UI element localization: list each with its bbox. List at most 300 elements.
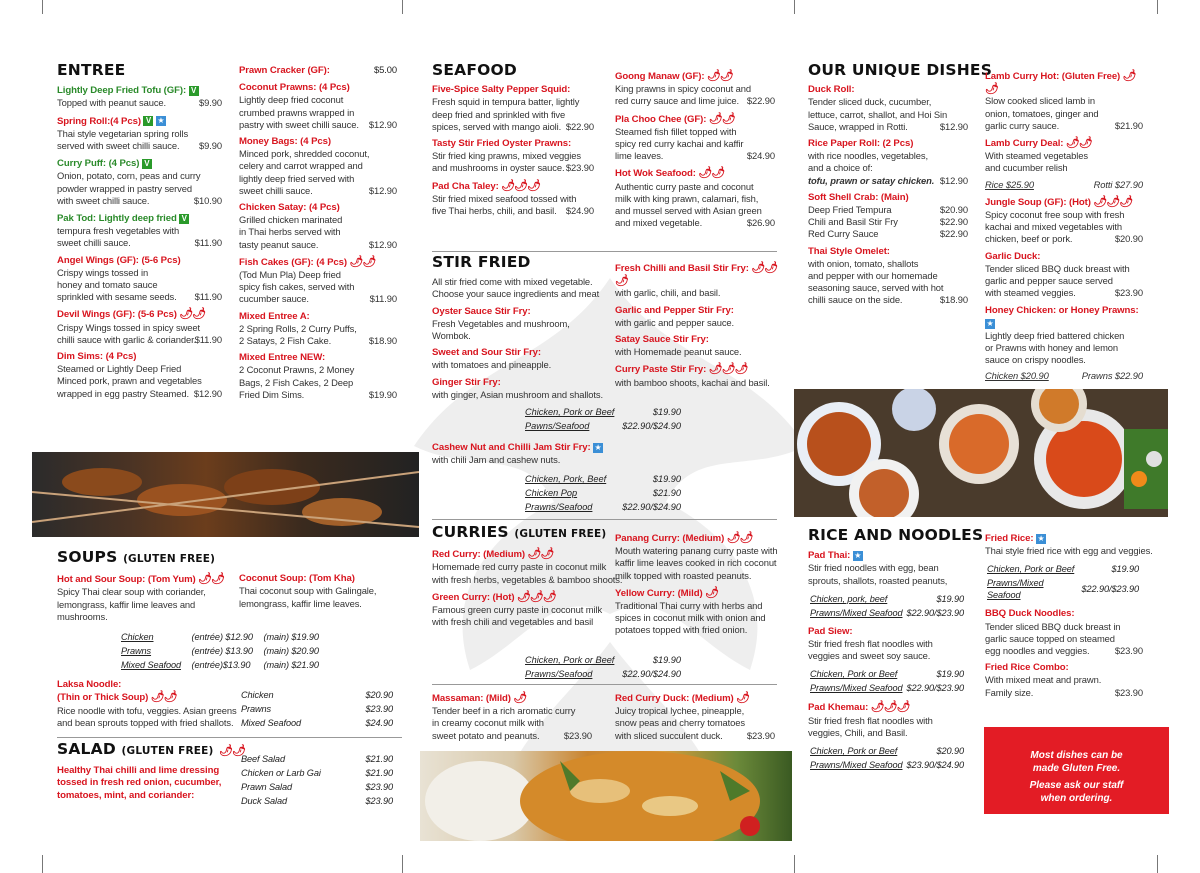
item-price: $9.90 [199, 140, 222, 152]
menu-item [615, 305, 780, 329]
item-price: $12.90 [939, 120, 968, 132]
item-price: $20.90 [939, 204, 968, 216]
item-name: Cashew Nut and Chilli Jam Stir Fry: [432, 442, 591, 453]
redduck-item [615, 692, 775, 742]
item-desc: mushrooms. [57, 610, 108, 622]
salad-desc-line: Healthy Thai chilli and lime dressing [57, 765, 220, 777]
price-label: Chicken [121, 632, 154, 643]
item-desc: tofu, prawn or satay chicken. [808, 174, 935, 186]
padkhemau-price-table [808, 743, 968, 773]
salad-price-table [239, 751, 397, 809]
item-desc: and cucumber relish [985, 162, 1068, 174]
item-name: Lamb Curry Deal: [985, 138, 1064, 150]
chili-icon: 🌶🌶🌶 [708, 363, 748, 376]
item-desc: tasty peanut sauce. [239, 238, 319, 250]
notice-line: when ordering. [1040, 793, 1113, 804]
soups-title: SOUPS [57, 548, 118, 566]
item-desc: Minced pork, shredded coconut, [239, 148, 370, 160]
item-name: Lamb Curry Hot: (Gluten Free) [985, 71, 1121, 82]
item-price: $12.90 [368, 184, 397, 196]
salad-desc-line: tomatoes, mint, and coriander: [57, 789, 195, 801]
menu-item [808, 626, 968, 697]
item-desc: lime leaves. [615, 150, 664, 162]
item-desc: sprinkled with sesame seeds. [57, 291, 177, 303]
item-desc: and pepper with our homemade [808, 270, 938, 282]
price-main: (main) $19.90 [263, 632, 319, 643]
crop-mark [42, 855, 43, 873]
price-row [241, 703, 395, 715]
menu-item [57, 84, 222, 109]
price-label: Chicken, Pork or Beef [525, 407, 615, 417]
menu-item [239, 202, 397, 251]
menu-item [57, 679, 237, 729]
menu-item [57, 115, 222, 153]
gluten-free-star-icon: ★ [1037, 533, 1045, 543]
item-name: Dim Sims: (4 Pcs) [57, 351, 137, 363]
chili-icon: 🌶🌶 [698, 167, 725, 180]
price-row [121, 659, 327, 671]
item-name: Fish Cakes (GF): (4 Pcs) [239, 256, 347, 268]
unique-section-2 [985, 70, 1143, 388]
item-name: Money Bags: (4 Pcs) [239, 136, 331, 148]
item-price: $20.90 [1114, 233, 1143, 245]
item-desc: Famous green curry paste in coconut milk [432, 604, 603, 616]
item-desc: King prawns in spicy coconut and [615, 83, 751, 95]
price-label: Prawns/Seafood [525, 502, 593, 512]
thai-dishes-photo [794, 389, 1168, 517]
price-label: Chicken [241, 690, 274, 701]
price: $19.90 [652, 474, 681, 484]
price-row [241, 795, 395, 807]
item-desc: potatoes topped with fried onion. [615, 624, 748, 636]
item-desc: with garlic and pepper sauce. [615, 316, 735, 328]
item-desc: 2 Satays, 2 Fish Cake. [239, 335, 332, 347]
item-desc: Tender sliced duck, cucumber, [808, 96, 932, 108]
item-name: Ginger Stir Fry: [432, 376, 501, 388]
salad-desc-line: tossed in fresh red onion, cucumber, [57, 777, 222, 789]
chili-icon: 🌶🌶🌶 [501, 179, 541, 192]
item-name: Soft Shell Crab: (Main) [808, 191, 909, 203]
curries-subtitle: (GLUTEN FREE) [514, 528, 607, 540]
menu-item [432, 84, 594, 133]
price-row [810, 607, 966, 619]
curries-title: CURRIES [432, 523, 509, 541]
price-row [525, 501, 683, 513]
item-desc: Stir fried king prawns, mixed veggies [432, 150, 581, 162]
item-desc: sweet chilli sauce. [57, 237, 131, 249]
item-desc: Crispy Wings tossed in spicy sweet [57, 321, 201, 333]
chili-icon: 🌶🌶🌶 [1093, 195, 1133, 208]
item-name: Coconut Soup: (Tom Kha) [239, 573, 355, 585]
item-desc: celery and carrot wrapped and [239, 160, 363, 172]
menu-item [615, 363, 780, 388]
seafood-section [432, 61, 594, 222]
price: $21.90 [652, 488, 681, 498]
item-desc: Onion, potato, corn, peas and curry [57, 170, 201, 182]
menu-item [432, 180, 594, 218]
item-price: $23.90 [565, 162, 594, 174]
item-desc: sprouts, shallots, roasted peanuts, [808, 574, 948, 586]
price-row [121, 645, 327, 657]
item-desc: Fried Dim Sims. [239, 388, 305, 400]
item-price: $23.90 [746, 729, 775, 741]
item-desc: with ginger, Asian mushroom and shallots. [432, 388, 603, 400]
price-label: Pawns/Seafood [525, 421, 590, 431]
price-entree: (entrée)$13.90 [191, 660, 251, 671]
item-desc: lightly deep fried served with [239, 172, 355, 184]
menu-item [615, 113, 775, 163]
item-price: $23.90 [1114, 287, 1143, 299]
item-desc: in creamy coconut milk with [432, 717, 544, 729]
item-price: $10.90 [193, 194, 222, 206]
item-name: Prawn Cracker (GF): [239, 65, 330, 76]
section-title-rice: RICE AND NOODLES [808, 526, 984, 544]
price: $19.90 [1111, 564, 1139, 575]
crop-mark [402, 0, 403, 14]
item-price: $23.90 [1114, 645, 1143, 657]
item-desc: sweet potato and peanuts. [432, 729, 540, 741]
chili-icon: 🌶🌶 [708, 112, 735, 125]
item-desc: Sauce, wrapped in Rotti. [808, 120, 908, 132]
section-title-stirfried: STIR FRIED [432, 253, 531, 271]
item-desc: Stir fried mixed seafood tossed with [432, 192, 577, 204]
item-desc: Chili and Basil Stir Fry [808, 216, 898, 228]
item-desc: powder wrapped in pastry served [57, 182, 192, 194]
menu-item [808, 138, 968, 187]
item-price: $11.90 [194, 237, 222, 249]
price-row [525, 473, 683, 485]
item-desc: five Thai herbs, chili, and basil. [432, 205, 557, 217]
chili-icon: 🌶🌶 [349, 255, 376, 268]
price-row [987, 577, 1141, 601]
price: $19.90 [936, 593, 964, 604]
item-desc: with chili Jam and cashew nuts. [432, 454, 561, 466]
item-name: Pad Cha Taley: [432, 180, 499, 192]
price-label: Chicken or Larb Gai [241, 768, 321, 779]
price-row [121, 631, 327, 643]
price: $23.90 [365, 704, 393, 715]
menu-item [432, 306, 607, 343]
chili-icon: 🌶🌶 [179, 308, 206, 321]
vegetarian-icon: V [142, 159, 152, 169]
notice-line: made Gluten Free. [1032, 763, 1121, 774]
item-desc: lemongrass, kaffir lime leaves. [239, 597, 362, 609]
item-desc: spices in coconut milk with onion and [615, 612, 766, 624]
item-desc: with tomatoes and pineapple. [432, 359, 552, 371]
item-desc: Spicy coconut free soup with fresh [985, 209, 1125, 221]
item-desc: Family size. [985, 686, 1034, 698]
menu-item [615, 262, 780, 300]
item-price: $26.90 [746, 217, 775, 229]
item-desc: Rice noodle with tofu, veggies. Asian greens [57, 704, 237, 716]
price-row [810, 593, 966, 605]
item-desc: Lightly deep fried coconut [239, 94, 344, 106]
item-price: $22.90 [939, 228, 968, 240]
item-name: Garlic Duck: [985, 250, 1041, 262]
item-price: Prawns $22.90 [1081, 370, 1143, 382]
gluten-free-star-icon: ★ [986, 319, 994, 329]
menu-item [615, 587, 780, 637]
item-name: Curry Paste Stir Fry: [615, 364, 707, 376]
divider [432, 684, 777, 685]
item-name: Spring Roll:(4 Pcs) [57, 115, 141, 127]
item-desc: Red Curry Sauce [808, 228, 879, 240]
item-desc: and mussel served with Asian green [615, 205, 762, 217]
curry-photo [420, 751, 792, 841]
item-desc: chilli sauce with garlic & coriander. [57, 333, 197, 345]
item-desc: Thai coconut soup with Galingale, [239, 585, 377, 597]
gluten-free-star-icon: ★ [854, 550, 862, 560]
item-desc: Traditional Thai curry with herbs and [615, 600, 763, 612]
price-label: Prawns/Mixed Seafood [810, 607, 903, 618]
item-name: Pad Khemau: [808, 702, 869, 714]
menu-item [432, 548, 623, 586]
item-name: Mixed Entree A: [239, 310, 310, 322]
item-name: Yellow Curry: (Mild) [615, 587, 703, 599]
menu-item [239, 82, 397, 131]
chili-icon: 🌶🌶 [985, 70, 1136, 96]
price-row [241, 767, 395, 779]
item-name: Panang Curry: (Medium) [615, 533, 725, 544]
item-name: Pak Tod: Lightly deep fried [57, 213, 177, 225]
item-name: Massaman: (Mild) [432, 693, 511, 704]
curries-price-table [523, 652, 685, 682]
price-row [810, 745, 966, 757]
price-row [241, 689, 395, 701]
item-desc: pastry with sweet chilli sauce. [239, 118, 359, 130]
chili-icon: 🌶🌶 [1065, 137, 1092, 150]
item-price: $12.90 [368, 118, 397, 130]
item-name: Oyster Sauce Stir Fry: [432, 305, 531, 317]
price-entree: (entrée) $13.90 [191, 646, 253, 657]
item-desc: and mixed vegetable. [615, 217, 703, 229]
chili-icon: 🌶🌶🌶 [516, 590, 556, 603]
section-title-entree: ENTREE [57, 61, 126, 79]
item-name: Duck Roll: [808, 84, 855, 96]
item-price: Rotti $27.90 [1093, 178, 1143, 190]
price-row [987, 563, 1141, 575]
thai-dishes-image [794, 389, 1168, 517]
chili-icon: 🌶🌶 [706, 70, 733, 82]
price-label: Chicken, Pork or Beef [525, 655, 615, 665]
menu-item [985, 304, 1143, 382]
menu-item [808, 192, 968, 241]
item-desc: Deep Fried Tempura [808, 204, 892, 216]
item-name: Thai Style Omelet: [808, 245, 890, 257]
item-name: Honey Chicken: or Honey Prawns: [985, 305, 1139, 317]
crop-mark [402, 855, 403, 873]
price-label: Mixed Seafood [121, 660, 181, 671]
menu-item [985, 532, 1153, 603]
item-desc: with garlic, chili, and basil. [615, 287, 721, 299]
item-desc: tempura fresh vegetables with [57, 225, 180, 237]
notice-line: Please ask our staff [1029, 780, 1124, 791]
item-name: Mixed Entree NEW: [239, 352, 326, 364]
item-desc: Grilled chicken marinated [239, 214, 343, 226]
menu-item [615, 70, 775, 108]
menu-item [985, 70, 1143, 132]
price-row [810, 682, 966, 694]
item-desc: Mouth watering panang curry paste with [615, 545, 778, 557]
item-desc: veggies and sweet soy sauce. [808, 650, 931, 662]
price: $22.90/$24.90 [622, 502, 681, 512]
item-desc: with bamboo shoots, kachai and basil. [615, 376, 770, 388]
price-row [525, 668, 683, 680]
crop-mark [794, 855, 795, 873]
crop-mark [42, 0, 43, 14]
item-price: Chicken $20.90 [985, 370, 1049, 382]
soup-items [57, 573, 402, 629]
section-title-seafood: SEAFOOD [432, 61, 517, 79]
item-name: Red Curry Duck: (Medium) [615, 693, 734, 704]
price: $19.90 [936, 669, 964, 680]
soup-price-table [119, 629, 329, 673]
curries-section [432, 523, 623, 633]
price-label: Chicken, pork, beef [810, 593, 888, 604]
chili-icon: 🌶🌶 [527, 548, 554, 561]
item-price: $18.90 [368, 335, 397, 347]
menu-item [808, 246, 968, 307]
item-price: $22.90 [746, 95, 775, 107]
item-name: Red Curry: (Medium) [432, 549, 525, 561]
price-label: Beef Salad [241, 754, 285, 765]
item-desc: and bean sprouts topped with fried shallots. [57, 716, 234, 728]
gluten-free-notice [984, 727, 1169, 814]
price-label: Chicken, Pork or Beef [987, 564, 1075, 575]
price: $22.90/$23.90 [906, 683, 964, 694]
section-title-unique: OUR UNIQUE DISHES [808, 61, 993, 79]
item-desc: Stir fried fresh flat noodles with [808, 638, 933, 650]
item-name: Pad Thai: [808, 550, 851, 562]
satay-photo [32, 452, 419, 537]
chili-icon: 🌶🌶 [219, 744, 246, 757]
item-price: $18.90 [939, 294, 968, 306]
price: $23.90/$24.90 [906, 760, 964, 771]
price: $21.90 [365, 754, 393, 765]
menu-item [985, 251, 1143, 300]
menu-item [985, 608, 1143, 657]
item-price: $24.90 [565, 205, 594, 217]
item-name: Coconut Prawns: (4 Pcs) [239, 82, 350, 94]
vegetarian-icon: V [179, 214, 189, 224]
item-price: $22.90 [565, 120, 594, 132]
price: $20.90 [365, 690, 393, 701]
item-desc: or Prawns with honey and lemon [985, 342, 1119, 354]
price-row [525, 406, 683, 418]
price-row [525, 487, 683, 499]
gluten-free-star-icon: ★ [157, 116, 165, 126]
item-name: Laksa Noodle: [57, 679, 122, 691]
price-label: Prawns/Seafood [525, 669, 593, 679]
laksa-block [57, 679, 402, 737]
divider [432, 251, 777, 252]
cashew-price-table [523, 471, 685, 515]
item-desc: spices, served with mango aioli. [432, 120, 562, 132]
stirfried-section [432, 253, 607, 406]
soups-subtitle: (GLUTEN FREE) [123, 553, 216, 565]
crop-mark [1157, 0, 1158, 14]
menu-item [239, 64, 397, 77]
unique-section [808, 61, 993, 312]
entree-section [57, 61, 222, 405]
cashew-item [432, 441, 682, 466]
item-desc: Fresh Vegetables and mushroom, Wombok. [432, 317, 570, 342]
chili-icon: 🌶 [736, 692, 750, 704]
price-row [241, 781, 395, 793]
item-desc: Lightly deep fried battered chicken [985, 329, 1125, 341]
salad-section [57, 740, 402, 807]
menu-item [57, 157, 222, 207]
item-name: Pla Choo Chee (GF): [615, 113, 707, 125]
price-label: Chicken, Pork, Beef [525, 474, 607, 484]
chili-icon: 🌶🌶🌶 [615, 262, 778, 288]
item-name: Jungle Soup (GF): (Hot) [985, 196, 1091, 208]
menu-item [57, 351, 222, 400]
item-desc: sweet chilli sauce. [239, 184, 313, 196]
price: $22.90/$24.90 [622, 421, 681, 431]
item-desc: Minced pork, prawn and vegetables [57, 375, 202, 387]
chili-icon: 🌶🌶 [726, 532, 753, 544]
satay-skewers-image [32, 452, 419, 537]
item-name: Goong Manaw (GF): [615, 71, 705, 82]
item-name: Garlic and Pepper Stir Fry: [615, 304, 734, 316]
item-desc: With mixed meat and prawn. [985, 674, 1102, 686]
item-desc: chicken, beef or pork. [985, 233, 1073, 245]
item-desc: Slow cooked sliced lamb in [985, 95, 1095, 107]
crop-mark [794, 0, 795, 14]
item-price: Rice $25.90 [985, 178, 1034, 190]
item-desc: snow peas and cherry tomatoes [615, 717, 745, 729]
item-desc: 2 Coconut Prawns, 2 Money [239, 364, 355, 376]
stirfried-section-2 [615, 262, 780, 394]
item-desc: Thai style vegetarian spring rolls [57, 127, 189, 139]
salad-title: SALAD [57, 740, 116, 758]
curry-dish-image [420, 751, 792, 841]
item-price: $23.90 [563, 729, 592, 741]
item-desc: Tender sliced BBQ duck breast with [985, 262, 1130, 274]
price-label: Prawns/Mixed Seafood [987, 578, 1044, 601]
menu-item [985, 137, 1143, 191]
price-main: (main) $20.90 [263, 646, 319, 657]
item-price: $23.90 [1114, 686, 1143, 698]
item-name: Tasty Stir Fried Oyster Prawns: [432, 138, 572, 150]
menu-item [239, 136, 397, 197]
item-name: Green Curry: (Hot) [432, 591, 515, 603]
divider [57, 737, 402, 738]
chili-icon: 🌶🌶 [150, 691, 177, 704]
item-desc: veggies, Chili, and Basil. [808, 726, 908, 738]
item-desc: with steamed veggies. [985, 287, 1076, 299]
menu-item [985, 196, 1143, 246]
padsiew-price-table [808, 666, 968, 696]
price-main: (main) $21.90 [263, 660, 319, 671]
menu-item [615, 532, 780, 582]
menu-item [239, 256, 397, 306]
price: $19.90 [652, 407, 681, 417]
item-name: Lightly Deep Fried Tofu (GF): [57, 85, 187, 97]
item-desc: Thai style fried rice with egg and veggies. [985, 545, 1153, 557]
item-desc: egg noodles and veggies. [985, 645, 1090, 657]
menu-item [808, 549, 968, 621]
item-name: Chicken Satay: (4 Pcs) [239, 202, 340, 214]
item-desc: deep fried and sprinkled with five [432, 108, 566, 120]
menu-item [239, 311, 397, 348]
rice-section-2 [985, 532, 1153, 704]
price-label: Chicken, Pork or Beef [810, 746, 898, 757]
item-desc: Tender beef in a rich aromatic curry [432, 705, 576, 717]
item-name: Rice Paper Roll: (2 Pcs) [808, 138, 914, 150]
item-name: Five-Spice Salty Pepper Squid: [432, 84, 571, 96]
